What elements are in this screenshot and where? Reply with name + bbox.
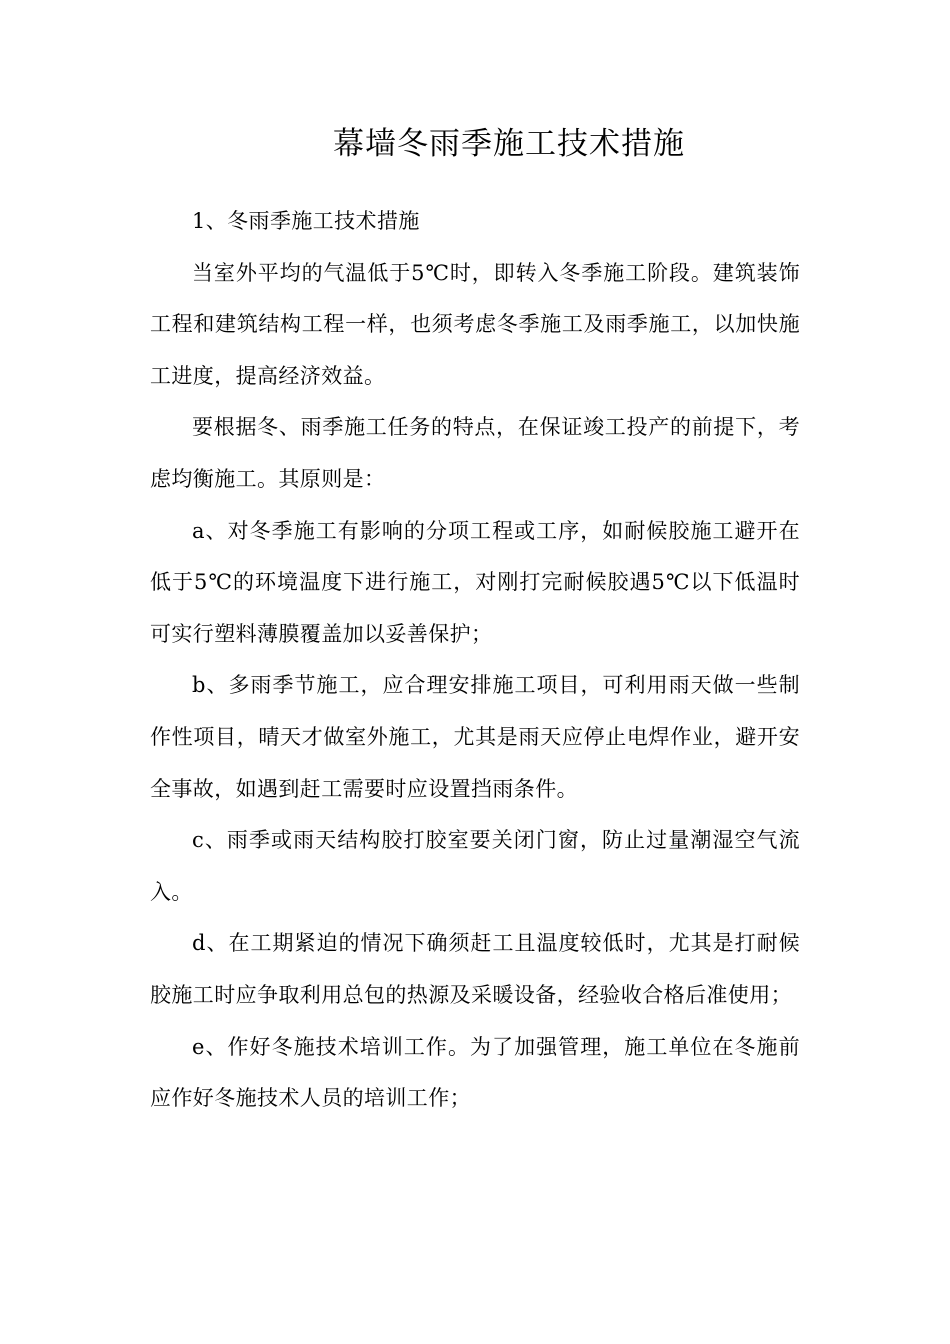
paragraph-item-a: a、对冬季施工有影响的分项工程或工序，如耐候胶施工避开在低于5℃的环境温度下进行施工，对刚打完耐候胶遇5℃以下低温时可实行塑料薄膜覆盖加以妥善保护；	[150, 518, 800, 646]
paragraph-item-c: c、雨季或雨天结构胶打胶室要关闭门窗，防止过量潮湿空气流入。	[150, 828, 800, 904]
paragraph-item-b: b、多雨季节施工，应合理安排施工项目，可利用雨天做一些制作性项目，晴天才做室外施工，尤其是雨天应停止电焊作业，避开安全事故，如遇到赶工需要时应设置挡雨条件。	[150, 673, 800, 801]
paragraph-item-e: e、作好冬施技术培训工作。为了加强管理，施工单位在冬施前应作好冬施技术人员的培训工作；	[150, 1034, 800, 1111]
section-heading: 1、冬雨季施工技术措施	[192, 209, 420, 233]
document-body	[150, 196, 800, 1125]
paragraph-item-d: d、在工期紧迫的情况下确须赶工且温度较低时，尤其是打耐候胶施工时应争取利用总包的热源及采暖设备，经验收合格后准使用；	[150, 931, 800, 1007]
paragraph-intro: 当室外平均的气温低于5℃时，即转入冬季施工阶段。建筑装饰工程和建筑结构工程一样，也须考虑冬季施工及雨季施工，以加快施工进度，提高经济效益。	[150, 260, 800, 388]
paragraph-principles: 要根据冬、雨季施工任务的特点，在保证竣工投产的前提下，考虑均衡施工。其原则是：	[150, 415, 800, 491]
document-title: 幕墙冬雨季施工技术措施	[333, 126, 685, 162]
